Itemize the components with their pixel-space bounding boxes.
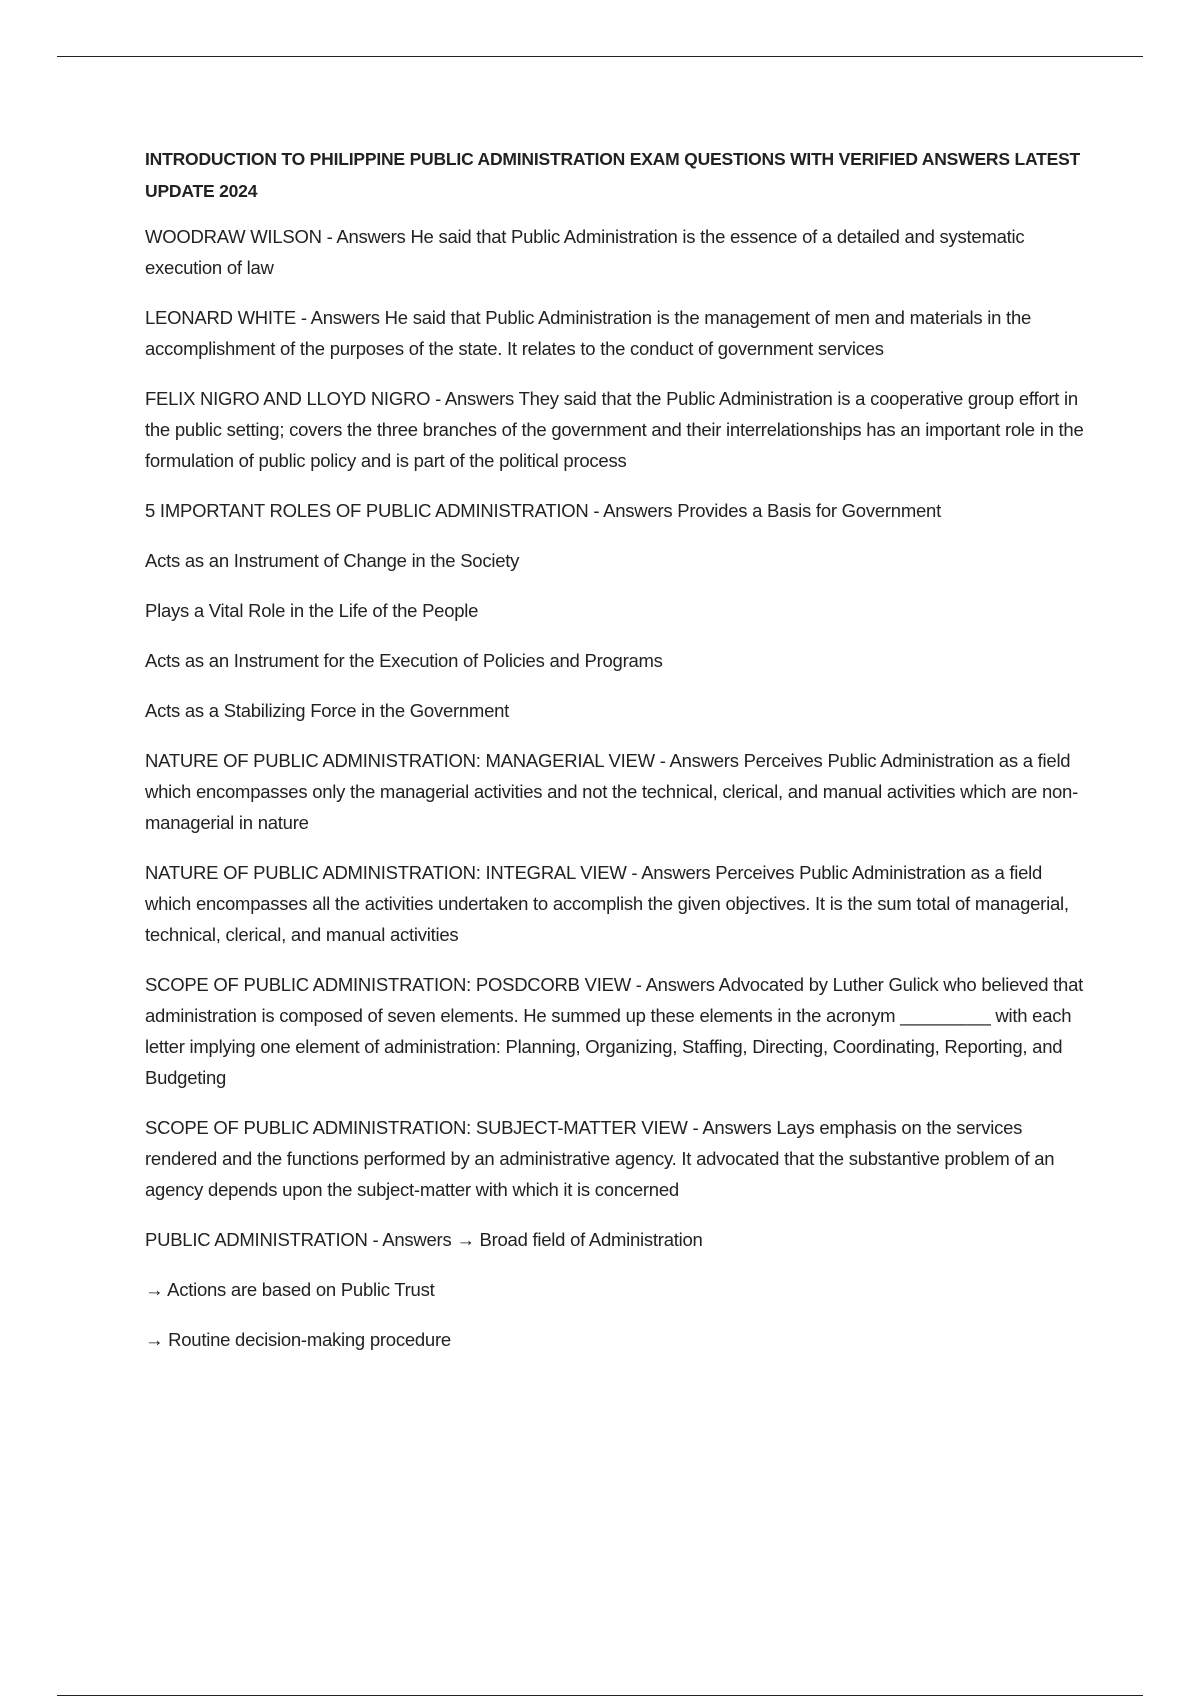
paragraph-leonard-white: LEONARD WHITE - Answers He said that Public Administration is the management of men and materials in the accomplishment of the purposes of the state. It relates to the conduct of government services: [145, 307, 1032, 359]
paragraph-woodraw-wilson: WOODRAW WILSON - Answers He said that Public Administration is the essence of a detailed and systematic execution of law: [145, 226, 1025, 278]
paragraph-integral-view: NATURE OF PUBLIC ADMINISTRATION: INTEGRAL VIEW - Answers Perceives Public Administration as a field which encompasses all the activities undertaken to accomplish the given objectives. It is the sum total of managerial, technical, clerical, and manual activities: [145, 862, 1069, 945]
paragraph-role-vital: Plays a Vital Role in the Life of the People: [145, 600, 479, 621]
paragraph-subject-matter-view: SCOPE OF PUBLIC ADMINISTRATION: SUBJECT-MATTER VIEW - Answers Lays emphasis on the services rendered and the functions performed by an administrative agency. It advocated that the substantive problem of an agency depends upon the subject-matter with which it is concerned: [145, 1117, 1055, 1200]
paragraph-role-change: Acts as an Instrument of Change in the Society: [145, 550, 520, 571]
paragraph-public-administration: PUBLIC ADMINISTRATION - Answers → Broad field of Administration: [145, 1229, 703, 1250]
bottom-divider: [57, 1695, 1143, 1696]
paragraph-role-stabilizing: Acts as a Stabilizing Force in the Government: [145, 700, 510, 721]
top-divider: [57, 56, 1143, 57]
paragraph-managerial-view: NATURE OF PUBLIC ADMINISTRATION: MANAGERIAL VIEW - Answers Perceives Public Administration as a field which encompasses only the managerial activities and not the technical, clerical, and manual activities which are non-managerial in nature: [145, 750, 1079, 833]
paragraph-public-trust: → Actions are based on Public Trust: [145, 1279, 435, 1300]
document-body: [145, 143, 1090, 1374]
paragraph-posdcorb-view: SCOPE OF PUBLIC ADMINISTRATION: POSDCORB VIEW - Answers Advocated by Luther Gulick who believed that administration is composed of seven elements. He summed up these elements in the acronym _________ with each letter implying one element of administration: Planning, Organizing, Staffing, Directing, Coordinating, Reporting, and Budgeting: [145, 974, 1084, 1088]
paragraph-nigro: FELIX NIGRO AND LLOYD NIGRO - Answers They said that the Public Administration is a cooperative group effort in the public setting; covers the three branches of the government and their interrelationships has an important role in the formulation of public policy and is part of the political process: [145, 388, 1084, 471]
paragraph-role-execution: Acts as an Instrument for the Execution of Policies and Programs: [145, 650, 663, 671]
paragraph-five-roles: 5 IMPORTANT ROLES OF PUBLIC ADMINISTRATION - Answers Provides a Basis for Government: [145, 500, 941, 521]
document-title: INTRODUCTION TO PHILIPPINE PUBLIC ADMINISTRATION EXAM QUESTIONS WITH VERIFIED ANSWERS LATEST UPDATE 2024: [145, 149, 1081, 201]
paragraph-routine-decision: → Routine decision-making procedure: [145, 1329, 451, 1350]
